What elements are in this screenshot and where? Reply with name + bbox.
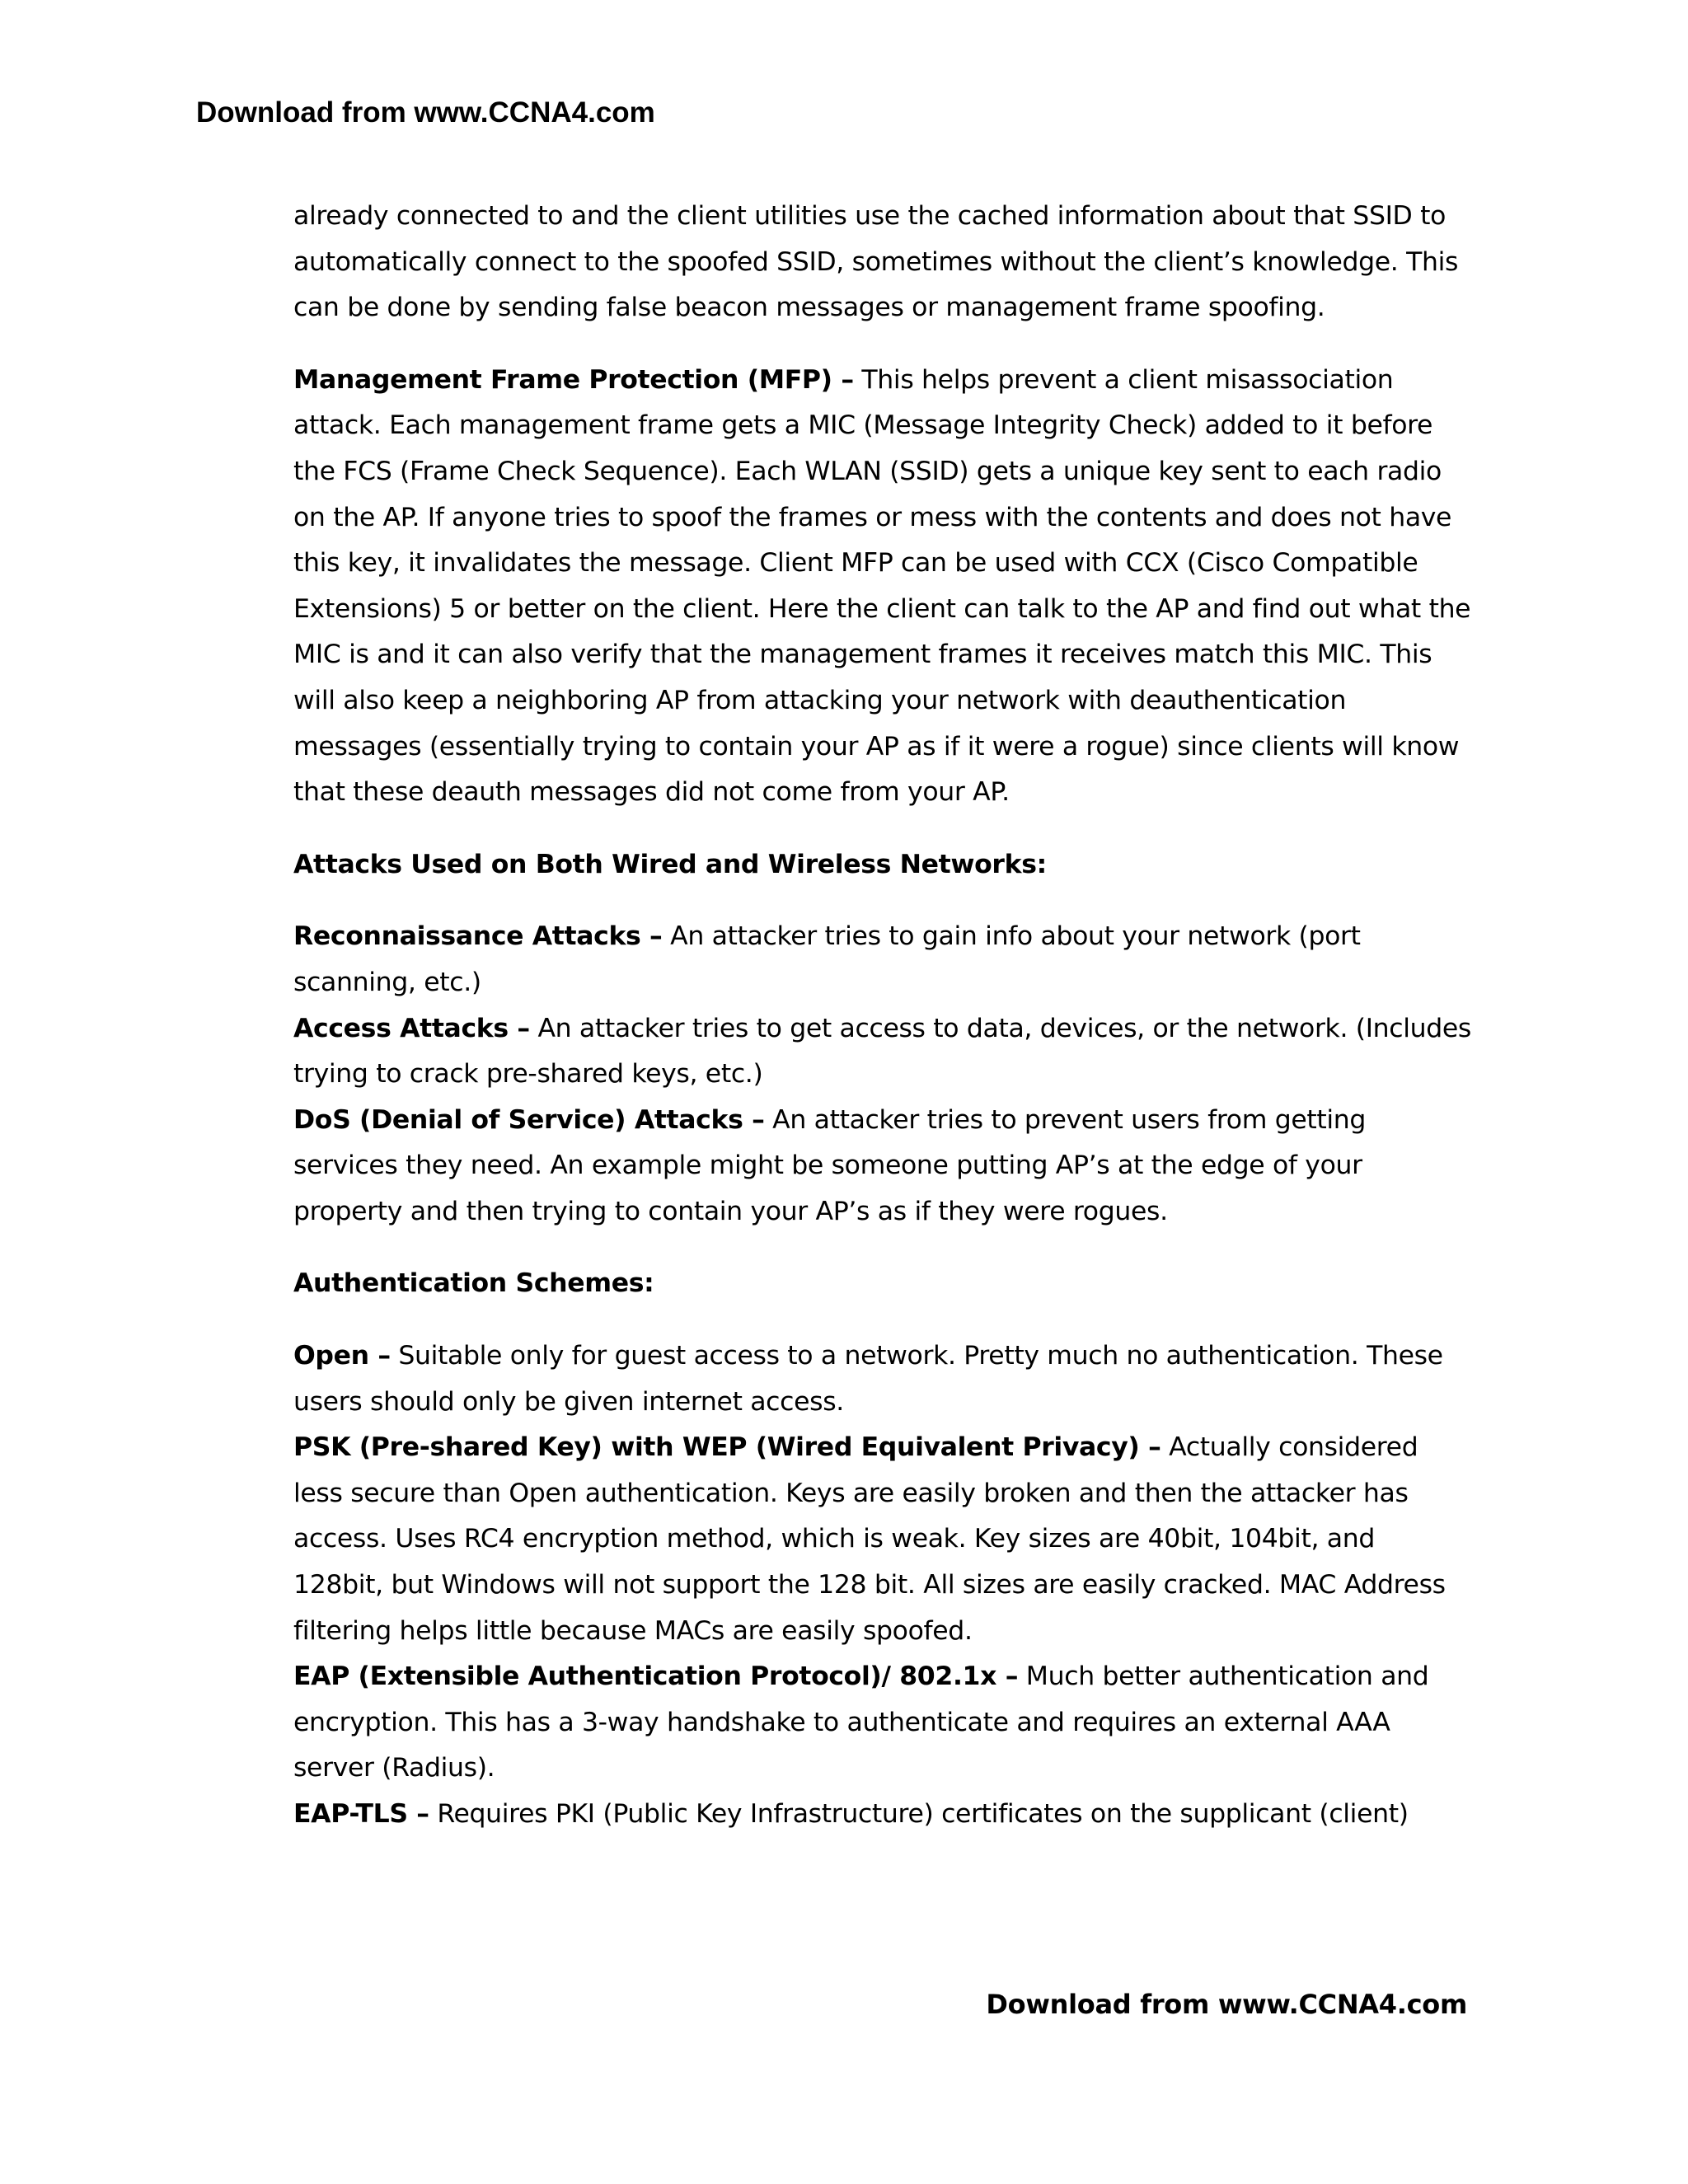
- auth-heading: Authentication Schemes:: [293, 1268, 654, 1299]
- auth-term: EAP-TLS –: [293, 1799, 429, 1829]
- auth-item-psk-wep: [293, 1425, 1472, 1654]
- attacks-heading: Attacks Used on Both Wired and Wireless Networks:: [293, 849, 1047, 879]
- auth-term: PSK (Pre-shared Key) with WEP (Wired Equivalent Privacy) –: [293, 1432, 1161, 1463]
- auth-text: Suitable only for guest access to a network. Pretty much no authentication. These users should only be given internet access.: [293, 1341, 1443, 1417]
- attack-term: Access Attacks –: [293, 1013, 530, 1043]
- page-header: Download from www.CCNA4.com: [196, 96, 655, 129]
- auth-text: Requires PKI (Public Key Infrastructure) certificates on the supplicant (client): [429, 1799, 1409, 1829]
- document-body: [293, 194, 1472, 1838]
- attack-text: An attacker tries to get access to data, devices, or the network. (Includes trying to crack pre-shared keys, etc.): [293, 1013, 1471, 1090]
- attack-text: An attacker tries to gain info about your network (port scanning, etc.): [293, 921, 1361, 997]
- attack-item-access: [293, 1006, 1472, 1098]
- mfp-paragraph: [293, 358, 1472, 816]
- intro-paragraph: already connected to and the client utilities use the cached information about that SSID to automatically connect to the spoofed SSID, sometimes without the client’s knowledge. This can be done by sending false beacon messages or management frame spoofing.: [293, 201, 1459, 323]
- auth-term: EAP (Extensible Authentication Protocol)/ 802.1x –: [293, 1661, 1019, 1692]
- attacks-list: [293, 914, 1472, 1235]
- attack-term: Reconnaissance Attacks –: [293, 921, 663, 952]
- page-footer: Download from www.CCNA4.com: [986, 1989, 1467, 2020]
- attack-item-reconnaissance: [293, 914, 1472, 1005]
- attack-term: DoS (Denial of Service) Attacks –: [293, 1104, 765, 1135]
- mfp-text: This helps prevent a client misassociation attack. Each management frame gets a MIC (Message Integrity Check) added to it before the FCS (Frame Check Sequence). Each WLAN (SSID) gets a unique key sent to each radio on the AP. If anyone tries to spoof the frames or mess with the contents and does not have this key, it invalidates the message. Client MFP can be used with CCX (Cisco Compatible Extensions) 5 or better on the client. Here the client can talk to the AP and find out what the MIC is and it can also verify that the management frames it receives match this MIC. This will also keep a neighboring AP from attacking your network with deauthentication messages (essentially trying to contain your AP as if it were a rogue) since clients will know that these deauth messages did not come from your AP.: [293, 364, 1471, 808]
- auth-text: Much better authentication and encryption. This has a 3-way handshake to authenticate and requires an external AAA server (Radius).: [293, 1661, 1429, 1783]
- auth-item-open: [293, 1333, 1472, 1425]
- attack-item-dos: [293, 1098, 1472, 1235]
- attack-text: An attacker tries to prevent users from getting services they need. An example might be someone putting AP’s at the edge of your property and then trying to contain your AP’s as if they were rogues.: [293, 1104, 1367, 1226]
- auth-text: Actually considered less secure than Open authentication. Keys are easily broken and then the attacker has access. Uses RC4 encryption method, which is weak. Key sizes are 40bit, 104bit, and 128bit, but Windows will not support the 128 bit. All sizes are easily cracked. MAC Address filtering helps little because MACs are easily spoofed.: [293, 1432, 1446, 1646]
- mfp-term: Management Frame Protection (MFP) –: [293, 364, 854, 395]
- auth-item-eap-tls: [293, 1792, 1472, 1838]
- auth-list: [293, 1333, 1472, 1838]
- auth-term: Open –: [293, 1341, 391, 1371]
- auth-item-eap: [293, 1654, 1472, 1792]
